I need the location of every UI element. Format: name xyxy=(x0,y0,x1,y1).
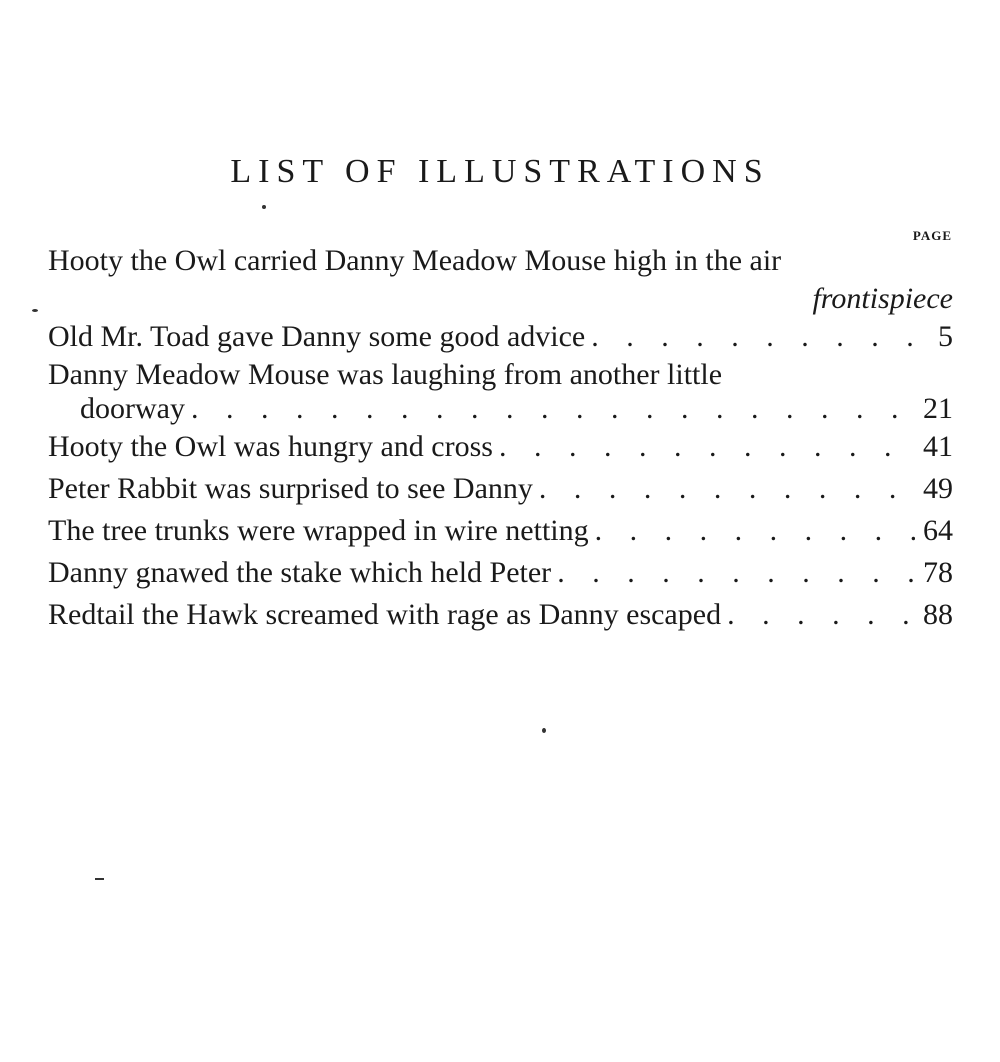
entry-title: Hooty the Owl carried Danny Meadow Mouse high in the air xyxy=(48,244,782,277)
entry-page: 78 xyxy=(923,556,953,589)
list-item xyxy=(48,240,953,316)
entry-page: 21 xyxy=(923,392,953,425)
entry-page: 49 xyxy=(923,472,953,505)
list-item xyxy=(48,552,953,594)
illustrations-list xyxy=(48,240,953,636)
entry-title: Danny Meadow Mouse was laughing from another little xyxy=(48,358,723,391)
entry-title-continued: doorway xyxy=(80,392,185,425)
list-item xyxy=(48,358,953,426)
list-item xyxy=(48,468,953,510)
list-item xyxy=(48,594,953,636)
leader-dots xyxy=(595,510,915,552)
entry-title: Danny gnawed the stake which held Peter xyxy=(48,556,552,589)
scan-speck xyxy=(262,205,266,209)
entry-title: Hooty the Owl was hungry and cross xyxy=(48,430,493,463)
entry-page: frontispiece xyxy=(812,282,953,315)
page-title: LIST OF ILLUSTRATIONS xyxy=(230,153,770,190)
leader-dots xyxy=(727,594,915,636)
list-item xyxy=(48,510,953,552)
leader-dots xyxy=(191,392,915,426)
entry-page: 41 xyxy=(923,430,953,463)
scan-speck xyxy=(95,878,104,880)
scan-speck xyxy=(542,728,546,733)
scan-speck xyxy=(32,309,38,312)
leader-dots xyxy=(591,316,915,358)
entry-title: The tree trunks were wrapped in wire netting xyxy=(48,514,589,547)
entry-page: 64 xyxy=(923,514,953,547)
entry-title: Old Mr. Toad gave Danny some good advice xyxy=(48,320,586,353)
entry-page: 5 xyxy=(938,320,953,353)
list-item xyxy=(48,426,953,468)
entry-title: Redtail the Hawk screamed with rage as Danny escaped xyxy=(48,598,722,631)
list-item xyxy=(48,316,953,358)
leader-dots xyxy=(557,552,915,594)
page-column-header: PAGE xyxy=(912,228,952,243)
leader-dots xyxy=(539,468,915,510)
entry-page: 88 xyxy=(923,598,953,631)
entry-title: Peter Rabbit was surprised to see Danny xyxy=(48,472,533,505)
leader-dots xyxy=(499,426,915,468)
